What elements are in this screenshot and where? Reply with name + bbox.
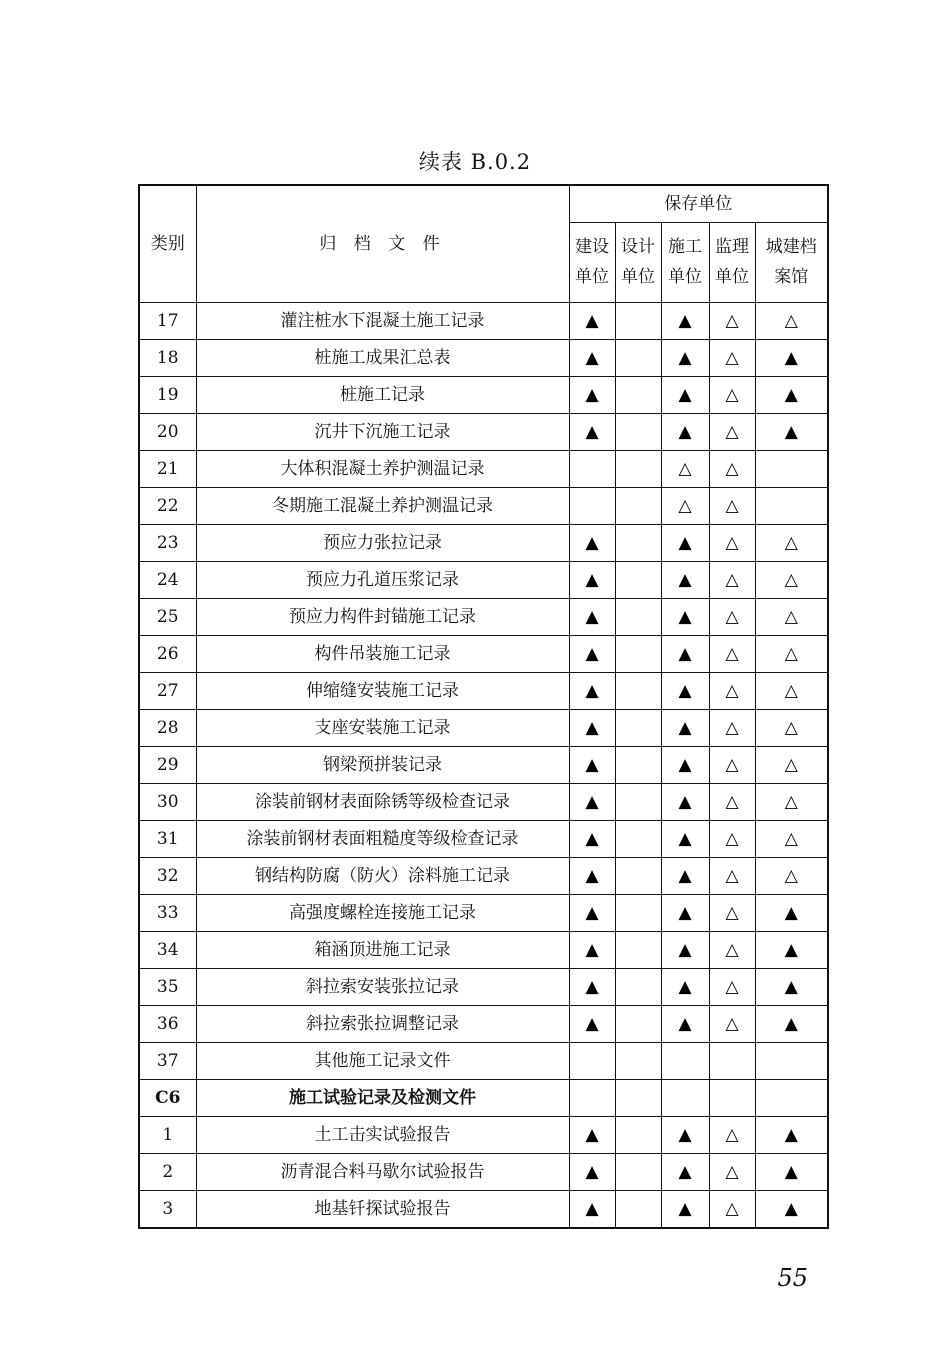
filled-triangle-mark: ▲ (678, 1124, 692, 1145)
table-row (139, 636, 828, 673)
filled-triangle-mark: ▲ (678, 421, 692, 442)
storage-cell (755, 1006, 828, 1043)
row-number: 30 (139, 784, 196, 821)
section-title: 施工试验记录及检测文件 (196, 1080, 569, 1117)
storage-cell (615, 451, 661, 488)
filled-triangle-mark: ▲ (585, 1161, 599, 1182)
row-number: C6 (139, 1080, 196, 1117)
storage-cell (755, 1080, 828, 1117)
storage-cell (755, 636, 828, 673)
row-number: 3 (139, 1191, 196, 1229)
hollow-triangle-mark: △ (725, 1198, 739, 1219)
filled-triangle-mark: ▲ (678, 680, 692, 701)
hollow-triangle-mark: △ (784, 310, 798, 331)
storage-cell (709, 377, 755, 414)
storage-cell (615, 895, 661, 932)
hollow-triangle-mark: △ (725, 458, 739, 479)
header-category: 类别 (139, 185, 196, 303)
hollow-triangle-mark: △ (678, 495, 692, 516)
hollow-triangle-mark: △ (725, 532, 739, 553)
filled-triangle-mark: ▲ (678, 865, 692, 886)
storage-cell (615, 1006, 661, 1043)
storage-cell (661, 414, 709, 451)
header-unit-construction: 建设 单位 (569, 223, 615, 303)
row-number: 31 (139, 821, 196, 858)
file-name: 钢结构防腐（防火）涂料施工记录 (196, 858, 569, 895)
storage-cell (709, 636, 755, 673)
file-name: 大体积混凝土养护测温记录 (196, 451, 569, 488)
storage-cell (755, 858, 828, 895)
storage-cell (615, 340, 661, 377)
storage-cell (755, 784, 828, 821)
storage-cell (709, 562, 755, 599)
storage-cell (755, 414, 828, 451)
file-name: 支座安装施工记录 (196, 710, 569, 747)
storage-cell (755, 451, 828, 488)
storage-cell (661, 562, 709, 599)
storage-cell (755, 821, 828, 858)
hollow-triangle-mark: △ (784, 532, 798, 553)
header-storage-group: 保存单位 (569, 185, 828, 223)
file-name: 冬期施工混凝土养护测温记录 (196, 488, 569, 525)
storage-cell (755, 710, 828, 747)
storage-cell (661, 673, 709, 710)
storage-cell (569, 599, 615, 636)
filled-triangle-mark: ▲ (678, 606, 692, 627)
filled-triangle-mark: ▲ (585, 791, 599, 812)
hollow-triangle-mark: △ (784, 680, 798, 701)
filled-triangle-mark: ▲ (784, 1161, 798, 1182)
filled-triangle-mark: ▲ (678, 643, 692, 664)
storage-cell (661, 636, 709, 673)
table-row (139, 1006, 828, 1043)
storage-cell (661, 488, 709, 525)
filled-triangle-mark: ▲ (585, 347, 599, 368)
storage-cell (661, 821, 709, 858)
storage-cell (569, 303, 615, 340)
row-number: 36 (139, 1006, 196, 1043)
storage-cell (709, 1006, 755, 1043)
storage-cell (755, 340, 828, 377)
storage-cell (709, 599, 755, 636)
hollow-triangle-mark: △ (725, 310, 739, 331)
hollow-triangle-mark: △ (678, 458, 692, 479)
filled-triangle-mark: ▲ (585, 939, 599, 960)
storage-cell (569, 525, 615, 562)
storage-cell (755, 488, 828, 525)
storage-cell (709, 673, 755, 710)
row-number: 21 (139, 451, 196, 488)
file-name: 高强度螺栓连接施工记录 (196, 895, 569, 932)
storage-cell (755, 1043, 828, 1080)
filled-triangle-mark: ▲ (784, 1124, 798, 1145)
storage-cell (709, 710, 755, 747)
storage-cell (661, 525, 709, 562)
hollow-triangle-mark: △ (725, 754, 739, 775)
storage-cell (709, 747, 755, 784)
table-row (139, 747, 828, 784)
filled-triangle-mark: ▲ (678, 791, 692, 812)
file-name: 钢梁预拼装记录 (196, 747, 569, 784)
storage-cell (569, 969, 615, 1006)
file-name: 箱涵顶进施工记录 (196, 932, 569, 969)
storage-cell (615, 710, 661, 747)
row-number: 23 (139, 525, 196, 562)
storage-cell (615, 414, 661, 451)
hollow-triangle-mark: △ (725, 680, 739, 701)
hollow-triangle-mark: △ (784, 717, 798, 738)
storage-cell (661, 1043, 709, 1080)
row-number: 32 (139, 858, 196, 895)
hollow-triangle-mark: △ (725, 606, 739, 627)
filled-triangle-mark: ▲ (678, 310, 692, 331)
hollow-triangle-mark: △ (784, 865, 798, 886)
archive-table (138, 184, 829, 1229)
filled-triangle-mark: ▲ (585, 606, 599, 627)
storage-cell (661, 1117, 709, 1154)
filled-triangle-mark: ▲ (784, 939, 798, 960)
storage-cell (709, 488, 755, 525)
storage-cell (615, 303, 661, 340)
table-row (139, 488, 828, 525)
file-name: 斜拉索安装张拉记录 (196, 969, 569, 1006)
storage-cell (709, 1043, 755, 1080)
header-unit-supervision: 监理 单位 (709, 223, 755, 303)
file-name: 桩施工记录 (196, 377, 569, 414)
storage-cell (755, 1154, 828, 1191)
storage-cell (615, 1043, 661, 1080)
storage-cell (569, 821, 615, 858)
table-row (139, 969, 828, 1006)
storage-cell (569, 1117, 615, 1154)
header-file: 归 档 文 件 (196, 185, 569, 303)
filled-triangle-mark: ▲ (585, 828, 599, 849)
file-name: 预应力张拉记录 (196, 525, 569, 562)
storage-cell (709, 932, 755, 969)
hollow-triangle-mark: △ (784, 606, 798, 627)
table-row (139, 562, 828, 599)
filled-triangle-mark: ▲ (678, 1161, 692, 1182)
storage-cell (615, 1191, 661, 1229)
filled-triangle-mark: ▲ (585, 717, 599, 738)
row-number: 37 (139, 1043, 196, 1080)
hollow-triangle-mark: △ (784, 569, 798, 590)
storage-cell (569, 414, 615, 451)
hollow-triangle-mark: △ (725, 347, 739, 368)
hollow-triangle-mark: △ (725, 865, 739, 886)
storage-cell (615, 747, 661, 784)
filled-triangle-mark: ▲ (678, 717, 692, 738)
storage-cell (569, 340, 615, 377)
hollow-triangle-mark: △ (725, 495, 739, 516)
hollow-triangle-mark: △ (725, 976, 739, 997)
storage-cell (661, 895, 709, 932)
filled-triangle-mark: ▲ (678, 902, 692, 923)
storage-cell (615, 525, 661, 562)
filled-triangle-mark: ▲ (678, 532, 692, 553)
storage-cell (661, 969, 709, 1006)
storage-cell (755, 525, 828, 562)
storage-cell (569, 1080, 615, 1117)
file-name: 其他施工记录文件 (196, 1043, 569, 1080)
filled-triangle-mark: ▲ (585, 902, 599, 923)
storage-cell (755, 969, 828, 1006)
storage-cell (755, 895, 828, 932)
table-row (139, 377, 828, 414)
table-row (139, 858, 828, 895)
filled-triangle-mark: ▲ (678, 569, 692, 590)
row-number: 22 (139, 488, 196, 525)
storage-cell (661, 599, 709, 636)
storage-cell (661, 303, 709, 340)
storage-cell (615, 599, 661, 636)
table-row (139, 525, 828, 562)
storage-cell (709, 1154, 755, 1191)
page-number: 55 (777, 1264, 808, 1292)
storage-cell (615, 636, 661, 673)
storage-cell (615, 673, 661, 710)
storage-cell (615, 1117, 661, 1154)
storage-cell (709, 451, 755, 488)
filled-triangle-mark: ▲ (784, 347, 798, 368)
row-number: 25 (139, 599, 196, 636)
storage-cell (661, 932, 709, 969)
table-row (139, 821, 828, 858)
filled-triangle-mark: ▲ (585, 1013, 599, 1034)
storage-cell (661, 858, 709, 895)
filled-triangle-mark: ▲ (784, 421, 798, 442)
file-name: 沉井下沉施工记录 (196, 414, 569, 451)
table-row (139, 784, 828, 821)
hollow-triangle-mark: △ (725, 902, 739, 923)
storage-cell (709, 414, 755, 451)
filled-triangle-mark: ▲ (585, 384, 599, 405)
filled-triangle-mark: ▲ (678, 384, 692, 405)
storage-cell (615, 821, 661, 858)
file-name: 涂装前钢材表面粗糙度等级检查记录 (196, 821, 569, 858)
storage-cell (661, 747, 709, 784)
row-number: 33 (139, 895, 196, 932)
table-row (139, 673, 828, 710)
file-name: 涂装前钢材表面除锈等级检查记录 (196, 784, 569, 821)
filled-triangle-mark: ▲ (585, 865, 599, 886)
filled-triangle-mark: ▲ (585, 976, 599, 997)
storage-cell (755, 673, 828, 710)
filled-triangle-mark: ▲ (585, 1124, 599, 1145)
storage-cell (569, 636, 615, 673)
storage-cell (661, 340, 709, 377)
storage-cell (755, 377, 828, 414)
filled-triangle-mark: ▲ (784, 902, 798, 923)
storage-cell (569, 710, 615, 747)
storage-cell (661, 1006, 709, 1043)
storage-cell (615, 488, 661, 525)
storage-cell (755, 1191, 828, 1229)
file-name: 土工击实试验报告 (196, 1117, 569, 1154)
hollow-triangle-mark: △ (725, 791, 739, 812)
filled-triangle-mark: ▲ (678, 939, 692, 960)
storage-cell (755, 747, 828, 784)
storage-cell (569, 673, 615, 710)
storage-cell (709, 895, 755, 932)
storage-cell (709, 1117, 755, 1154)
storage-cell (569, 488, 615, 525)
hollow-triangle-mark: △ (725, 1013, 739, 1034)
storage-cell (709, 1191, 755, 1229)
hollow-triangle-mark: △ (725, 1161, 739, 1182)
hollow-triangle-mark: △ (725, 643, 739, 664)
storage-cell (709, 969, 755, 1006)
table-row (139, 599, 828, 636)
filled-triangle-mark: ▲ (678, 754, 692, 775)
file-name: 桩施工成果汇总表 (196, 340, 569, 377)
storage-cell (569, 784, 615, 821)
hollow-triangle-mark: △ (784, 754, 798, 775)
file-name: 预应力孔道压浆记录 (196, 562, 569, 599)
storage-cell (661, 1154, 709, 1191)
storage-cell (569, 562, 615, 599)
hollow-triangle-mark: △ (725, 717, 739, 738)
filled-triangle-mark: ▲ (784, 1013, 798, 1034)
filled-triangle-mark: ▲ (678, 976, 692, 997)
row-number: 34 (139, 932, 196, 969)
table-row (139, 1043, 828, 1080)
row-number: 1 (139, 1117, 196, 1154)
filled-triangle-mark: ▲ (784, 1198, 798, 1219)
storage-cell (661, 377, 709, 414)
row-number: 26 (139, 636, 196, 673)
storage-cell (569, 1006, 615, 1043)
hollow-triangle-mark: △ (725, 939, 739, 960)
storage-cell (755, 562, 828, 599)
storage-cell (569, 1154, 615, 1191)
storage-cell (569, 377, 615, 414)
storage-cell (615, 562, 661, 599)
storage-cell (569, 747, 615, 784)
filled-triangle-mark: ▲ (585, 569, 599, 590)
storage-cell (615, 969, 661, 1006)
storage-cell (755, 1117, 828, 1154)
hollow-triangle-mark: △ (725, 1124, 739, 1145)
hollow-triangle-mark: △ (725, 569, 739, 590)
table-row (139, 414, 828, 451)
row-number: 19 (139, 377, 196, 414)
hollow-triangle-mark: △ (784, 828, 798, 849)
file-name: 地基钎探试验报告 (196, 1191, 569, 1229)
header-unit-design: 设计 单位 (615, 223, 661, 303)
storage-cell (615, 784, 661, 821)
storage-cell (709, 303, 755, 340)
header-unit-archive: 城建档 案馆 (755, 223, 828, 303)
row-number: 20 (139, 414, 196, 451)
row-number: 18 (139, 340, 196, 377)
table-row (139, 1154, 828, 1191)
storage-cell (615, 1080, 661, 1117)
row-number: 27 (139, 673, 196, 710)
storage-cell (661, 1080, 709, 1117)
storage-cell (569, 932, 615, 969)
section-row (139, 1080, 828, 1117)
row-number: 24 (139, 562, 196, 599)
table-row (139, 895, 828, 932)
row-number: 2 (139, 1154, 196, 1191)
hollow-triangle-mark: △ (725, 384, 739, 405)
filled-triangle-mark: ▲ (585, 532, 599, 553)
row-number: 29 (139, 747, 196, 784)
storage-cell (569, 858, 615, 895)
storage-cell (569, 895, 615, 932)
filled-triangle-mark: ▲ (784, 976, 798, 997)
file-name: 灌注桩水下混凝土施工记录 (196, 303, 569, 340)
storage-cell (569, 1043, 615, 1080)
header-unit-builder: 施工 单位 (661, 223, 709, 303)
storage-cell (709, 784, 755, 821)
storage-cell (569, 1191, 615, 1229)
storage-cell (615, 1154, 661, 1191)
storage-cell (615, 858, 661, 895)
table-row (139, 1117, 828, 1154)
filled-triangle-mark: ▲ (585, 1198, 599, 1219)
file-name: 伸缩缝安装施工记录 (196, 673, 569, 710)
filled-triangle-mark: ▲ (678, 828, 692, 849)
filled-triangle-mark: ▲ (585, 754, 599, 775)
storage-cell (569, 451, 615, 488)
table-row (139, 303, 828, 340)
file-name: 沥青混合料马歇尔试验报告 (196, 1154, 569, 1191)
storage-cell (661, 451, 709, 488)
filled-triangle-mark: ▲ (585, 680, 599, 701)
table-caption: 续表 B.0.2 (418, 150, 532, 174)
storage-cell (661, 1191, 709, 1229)
filled-triangle-mark: ▲ (678, 347, 692, 368)
table-row (139, 340, 828, 377)
storage-cell (709, 858, 755, 895)
file-name: 构件吊装施工记录 (196, 636, 569, 673)
storage-cell (615, 932, 661, 969)
filled-triangle-mark: ▲ (784, 384, 798, 405)
filled-triangle-mark: ▲ (678, 1013, 692, 1034)
hollow-triangle-mark: △ (725, 421, 739, 442)
hollow-triangle-mark: △ (784, 643, 798, 664)
storage-cell (661, 710, 709, 747)
filled-triangle-mark: ▲ (585, 310, 599, 331)
storage-cell (709, 821, 755, 858)
storage-cell (709, 340, 755, 377)
row-number: 17 (139, 303, 196, 340)
hollow-triangle-mark: △ (725, 828, 739, 849)
storage-cell (661, 784, 709, 821)
table-row (139, 451, 828, 488)
row-number: 28 (139, 710, 196, 747)
storage-cell (615, 377, 661, 414)
storage-cell (755, 303, 828, 340)
file-name: 预应力构件封锚施工记录 (196, 599, 569, 636)
table-row (139, 1191, 828, 1229)
storage-cell (709, 525, 755, 562)
table-row (139, 710, 828, 747)
storage-cell (755, 932, 828, 969)
row-number: 35 (139, 969, 196, 1006)
hollow-triangle-mark: △ (784, 791, 798, 812)
file-name: 斜拉索张拉调整记录 (196, 1006, 569, 1043)
filled-triangle-mark: ▲ (585, 421, 599, 442)
storage-cell (709, 1080, 755, 1117)
filled-triangle-mark: ▲ (678, 1198, 692, 1219)
table-row (139, 932, 828, 969)
storage-cell (755, 599, 828, 636)
filled-triangle-mark: ▲ (585, 643, 599, 664)
